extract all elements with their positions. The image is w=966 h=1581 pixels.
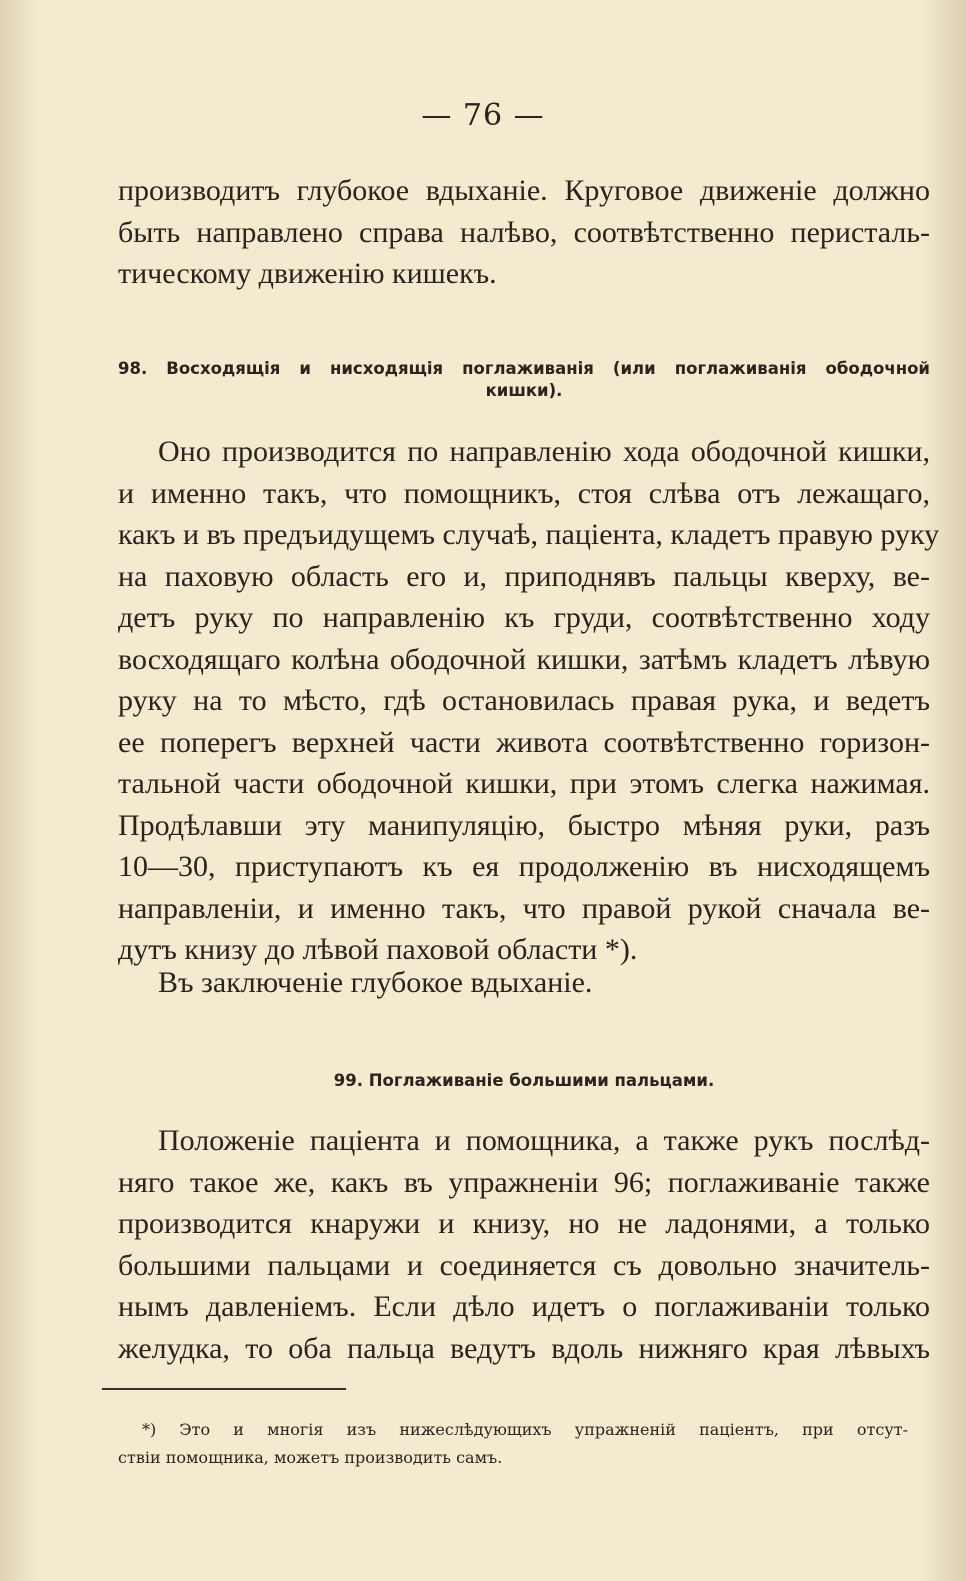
section-heading-98 <box>118 358 930 402</box>
text-line: быть направлено справа налѣво, соотвѣтственно перисталь- <box>118 215 930 249</box>
heading-line: кишки). <box>485 381 563 400</box>
text-line: детъ руку по направленію къ груди, соотвѣтственно ходу <box>118 601 930 634</box>
text-line: производится кнаружи и книзу, но не ладонями, а только <box>118 1207 930 1240</box>
text-line: руку на то мѣсто, гдѣ остановилась правая рука, и ведетъ <box>118 684 930 717</box>
footnote-line: *) Это и многія изъ нижеслѣдующихъ упражненій паціентъ, при отсут- <box>142 1420 908 1439</box>
text-line: Въ заключеніе глубокое вдыханіе. <box>158 966 593 999</box>
footnote-divider <box>102 1388 346 1390</box>
paragraph-conclusion <box>118 962 930 1004</box>
text-line: дутъ книзу до лѣвой паховой области *). <box>118 933 638 966</box>
text-line: Положеніе паціента и помощника, а также рукъ послѣд- <box>158 1124 930 1157</box>
text-line: какъ и въ предъидущемъ случаѣ, паціента, кладетъ правую руку <box>118 518 940 551</box>
text-line: нымъ давленіемъ. Если дѣло идетъ о поглаживаніи только <box>118 1290 930 1323</box>
paragraph-section-98 <box>118 431 940 971</box>
text-line: направленіи, и именно такъ, что правой рукой сначала ве- <box>118 891 930 925</box>
text-line: производитъ глубокое вдыханіе. Круговое движеніе должно <box>118 174 930 207</box>
text-line: 10—30, приступаютъ къ ея продолженію въ нисходящемъ <box>118 850 930 883</box>
text-line: тическому движенію кишекъ. <box>118 257 497 290</box>
section-heading-99 <box>118 1070 930 1092</box>
text-line: тальной части ободочной кишки, при этомъ слегка нажимая. <box>118 767 930 800</box>
text-line: на паховую область его и, приподнявъ пальцы кверху, ве- <box>118 559 930 593</box>
footnote <box>118 1416 908 1472</box>
page-number: — 76 — <box>421 98 545 133</box>
heading-line: 98. Восходящія и нисходящія поглаживанія (или поглаживанія ободочной <box>118 359 930 378</box>
paragraph-section-99 <box>118 1120 930 1369</box>
footnote-line: ствіи помощника, можетъ производить самъ. <box>118 1448 503 1467</box>
text-line: Оно производится по направленію хода ободочной кишки, <box>158 435 930 468</box>
text-line: Продѣлавши эту манипуляцію, быстро мѣняя руки, разъ <box>118 808 930 842</box>
text-line: желудка, то оба пальца ведутъ вдоль нижняго края лѣвыхъ <box>118 1331 930 1365</box>
text-line: большими пальцами и соединяется съ довольно значитель- <box>118 1248 930 1282</box>
heading-line: 99. Поглаживаніе большими пальцами. <box>333 1071 715 1090</box>
text-line: и именно такъ, что помощникъ, стоя слѣва отъ лежащаго, <box>118 476 930 510</box>
text-line: ее поперегъ верхней части живота соотвѣтственно горизон- <box>118 725 930 759</box>
text-line: няго такое же, какъ въ упражненіи 96; поглаживаніе также <box>118 1165 930 1199</box>
paragraph-continuation <box>118 170 930 295</box>
text-line: восходящаго колѣна ободочной кишки, затѣмъ кладетъ лѣвую <box>118 642 930 676</box>
